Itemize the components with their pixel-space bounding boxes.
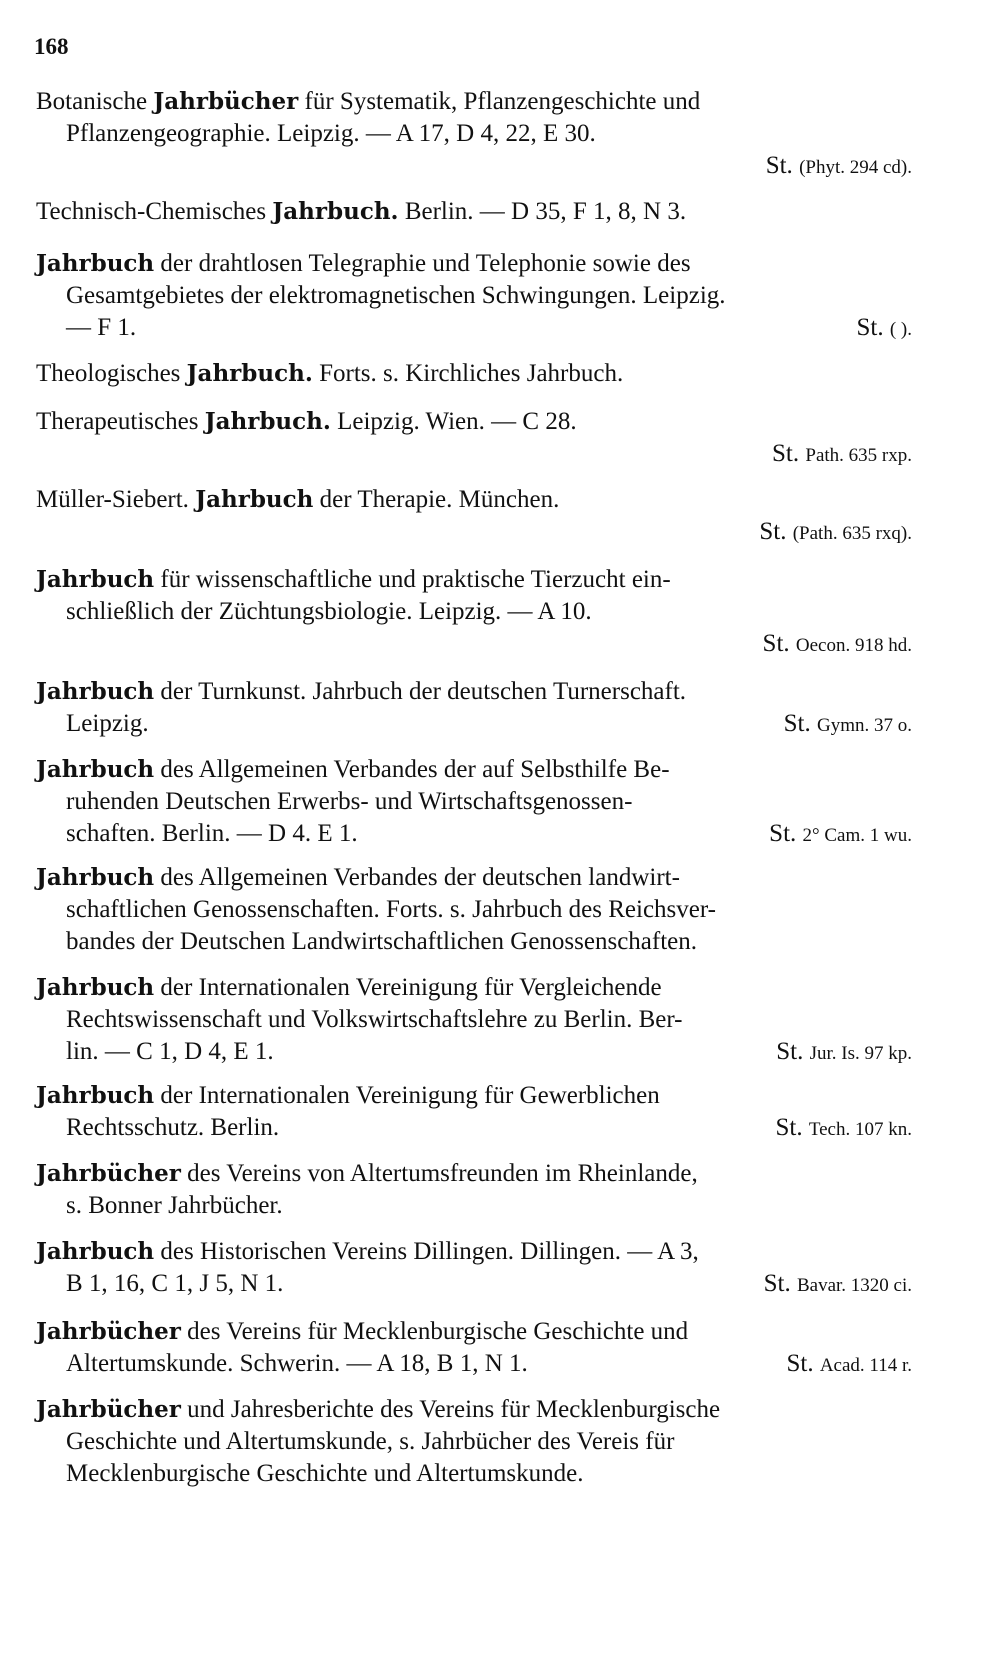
entry-text: ( ).: [889, 319, 912, 340]
entry-text: Botanische: [36, 88, 154, 115]
entry-line: [36, 312, 912, 346]
entry-text: Mecklenburgische Geschichte und Altertumskunde.: [66, 1460, 584, 1487]
entry-text: des Allgemeinen Verbandes der auf Selbsthilfe Be-: [154, 756, 670, 783]
entry-text: ruhenden Deutschen Erwerbs- und Wirtschaftsgenossen-: [66, 788, 633, 815]
entry-line: [36, 564, 912, 596]
entry-text: des Vereins von Altertumsfreunden im Rheinlande,: [180, 1160, 698, 1187]
entry-text: des Allgemeinen Verbandes der deutschen landwirt-: [154, 864, 680, 891]
shelf-mark: [856, 312, 912, 346]
entry-keyword: Jahrbuch.: [186, 360, 313, 387]
shelf-mark: [36, 516, 912, 550]
entry-text: St.: [786, 1350, 814, 1377]
entry-text: Path. 635 rxp.: [805, 445, 912, 466]
entry-text: Leipzig.: [66, 710, 149, 737]
catalog-entry: [36, 358, 912, 390]
entry-line: [36, 676, 912, 708]
entry-text: Müller-Siebert.: [36, 486, 196, 513]
entry-keyword: Jahrbücher: [36, 1318, 181, 1345]
catalog-entry: [36, 484, 912, 550]
entry-text: schaftlichen Genossenschaften. Forts. s. Jahrbuch des Reichsver-: [66, 896, 717, 923]
entry-text: Gymn. 37 o.: [817, 715, 912, 736]
entry-line: [36, 1268, 912, 1302]
catalog-entry: [36, 196, 912, 228]
shelf-mark: [786, 1348, 912, 1382]
entry-text: Tech. 107 kn.: [808, 1119, 912, 1140]
catalog-entry: [36, 1236, 912, 1302]
entry-keyword: Jahrbuch: [36, 756, 155, 783]
entry-keyword: Jahrbuch: [36, 566, 155, 593]
entry-line: [36, 1236, 912, 1268]
entry-text: Theologisches: [36, 360, 187, 387]
entry-text: 2° Cam. 1 wu.: [802, 825, 912, 846]
entry-text: Forts. s. Kirchliches Jahrbuch.: [312, 360, 624, 387]
entry-keyword: Jahrbuch.: [272, 198, 399, 225]
entry-keyword: Jahrbuch: [36, 864, 155, 891]
entry-text: Technisch-Chemisches: [36, 198, 273, 225]
entry-line: [36, 862, 912, 894]
entry-text: St.: [762, 630, 790, 657]
entry-line: [36, 754, 912, 786]
entry-keyword: Jahrbuch: [36, 1238, 155, 1265]
entry-line: [36, 1080, 912, 1112]
entry-line: [36, 86, 912, 118]
entry-text: Berlin. — D 35, F 1, 8, N 3.: [398, 198, 687, 225]
entry-text: und Jahresberichte des Vereins für Mecklenburgische: [180, 1396, 721, 1423]
entry-text: Gesamtgebietes der elektromagnetischen Schwingungen. Leipzig.: [66, 282, 726, 309]
entry-text: Pflanzengeographie. Leipzig. — A 17, D 4, 22, E 30.: [66, 120, 596, 147]
catalog-entry: [36, 1316, 912, 1382]
entry-text: für Systematik, Pflanzengeschichte und: [298, 88, 701, 115]
entry-keyword: Jahrbuch: [195, 486, 314, 513]
entry-text: Leipzig. Wien. — C 28.: [330, 408, 577, 435]
entry-text: Geschichte und Altertumskunde, s. Jahrbücher des Vereis für: [66, 1428, 675, 1455]
entry-text: St.: [775, 1114, 803, 1141]
shelf-mark: [36, 628, 912, 662]
catalog-entry: [36, 564, 912, 662]
entry-text: schaften. Berlin. — D 4. E 1.: [66, 820, 358, 847]
entry-text: für wissenschaftliche und praktische Tierzucht ein-: [154, 566, 671, 593]
entry-keyword: Jahrbuch: [36, 1082, 155, 1109]
entry-line: [36, 358, 912, 390]
entry-text: Jur. Is. 97 kp.: [809, 1043, 912, 1064]
entry-text: Altertumskunde. Schwerin. — A 18, B 1, N 1.: [66, 1350, 528, 1377]
entry-text: St.: [783, 710, 811, 737]
catalog-entry: [36, 754, 912, 852]
entry-text: s. Bonner Jahrbücher.: [66, 1192, 283, 1219]
entry-text: — F 1.: [66, 314, 137, 341]
catalog-entry: [36, 1394, 912, 1490]
entry-text: (Phyt. 294 cd).: [799, 157, 912, 178]
entry-text: Acad. 114 r.: [819, 1355, 912, 1376]
entry-text: St.: [765, 152, 793, 179]
entry-keyword: Jahrbücher: [36, 1160, 181, 1187]
entry-text: St.: [769, 820, 797, 847]
entry-text: des Historischen Vereins Dillingen. Dillingen. — A 3,: [154, 1238, 699, 1265]
catalog-entry: [36, 862, 912, 958]
entry-line: [36, 1316, 912, 1348]
entry-line: [36, 972, 912, 1004]
entry-text: der Turnkunst. Jahrbuch der deutschen Turnerschaft.: [154, 678, 687, 705]
shelf-mark: [764, 1268, 912, 1302]
entry-text: der Internationalen Vereinigung für Gewerblichen: [154, 1082, 660, 1109]
entry-text: (Path. 635 rxq).: [792, 523, 912, 544]
catalog-entry: [36, 972, 912, 1070]
entry-keyword: Jahrbuch.: [204, 408, 331, 435]
catalog-entry: [36, 676, 912, 742]
entry-line: [36, 818, 912, 852]
entry-keyword: Jahrbücher: [36, 1396, 181, 1423]
shelf-mark: [775, 1112, 912, 1146]
entry-line: [36, 1348, 912, 1382]
entry-text: B 1, 16, C 1, J 5, N 1.: [66, 1270, 284, 1297]
entry-line: [36, 1112, 912, 1146]
entry-keyword: Jahrbuch: [36, 974, 155, 1001]
entry-line: [36, 196, 912, 228]
catalog-entry: [36, 1158, 912, 1222]
entry-text: St.: [776, 1038, 804, 1065]
entry-text: des Vereins für Mecklenburgische Geschichte und: [180, 1318, 689, 1345]
entry-line: [36, 708, 912, 742]
shelf-mark: [769, 818, 912, 852]
entry-keyword: Jahrbuch: [36, 250, 155, 277]
entry-text: Oecon. 918 hd.: [795, 635, 912, 656]
entry-line: [36, 1036, 912, 1070]
entry-text: St.: [759, 518, 787, 545]
entry-text: Therapeutisches: [36, 408, 205, 435]
catalog-entry: [36, 86, 912, 184]
entry-text: Rechtsschutz. Berlin.: [66, 1114, 280, 1141]
entry-text: Rechtswissenschaft und Volkswirtschaftslehre zu Berlin. Ber-: [66, 1006, 683, 1033]
page-number: 168: [34, 34, 69, 59]
entry-text: der drahtlosen Telegraphie und Telephonie sowie des: [154, 250, 691, 277]
entry-text: Bavar. 1320 ci.: [796, 1275, 912, 1296]
entry-text: St.: [772, 440, 800, 467]
entry-keyword: Jahrbücher: [153, 88, 299, 115]
entry-line: [36, 1394, 912, 1426]
shelf-mark: [36, 438, 912, 472]
catalog-entry: [36, 248, 912, 346]
entry-text: St.: [763, 1270, 791, 1297]
shelf-mark: [776, 1036, 912, 1070]
entry-text: lin. — C 1, D 4, E 1.: [66, 1038, 274, 1065]
entry-text: bandes der Deutschen Landwirtschaftlichen Genossenschaften.: [66, 928, 698, 955]
entry-text: St.: [856, 314, 884, 341]
entry-line: [36, 1158, 912, 1190]
entry-text: schließlich der Züchtungsbiologie. Leipzig. — A 10.: [66, 598, 592, 625]
catalog-entry: [36, 406, 912, 472]
shelf-mark: [36, 150, 912, 184]
entry-keyword: Jahrbuch: [36, 678, 155, 705]
shelf-mark: [784, 708, 912, 742]
entry-line: [36, 406, 912, 438]
entry-text: der Therapie. München.: [313, 486, 560, 513]
entry-line: [36, 248, 912, 280]
catalog-entry: [36, 1080, 912, 1146]
entry-text: der Internationalen Vereinigung für Vergleichende: [154, 974, 662, 1001]
entry-line: [36, 484, 912, 516]
